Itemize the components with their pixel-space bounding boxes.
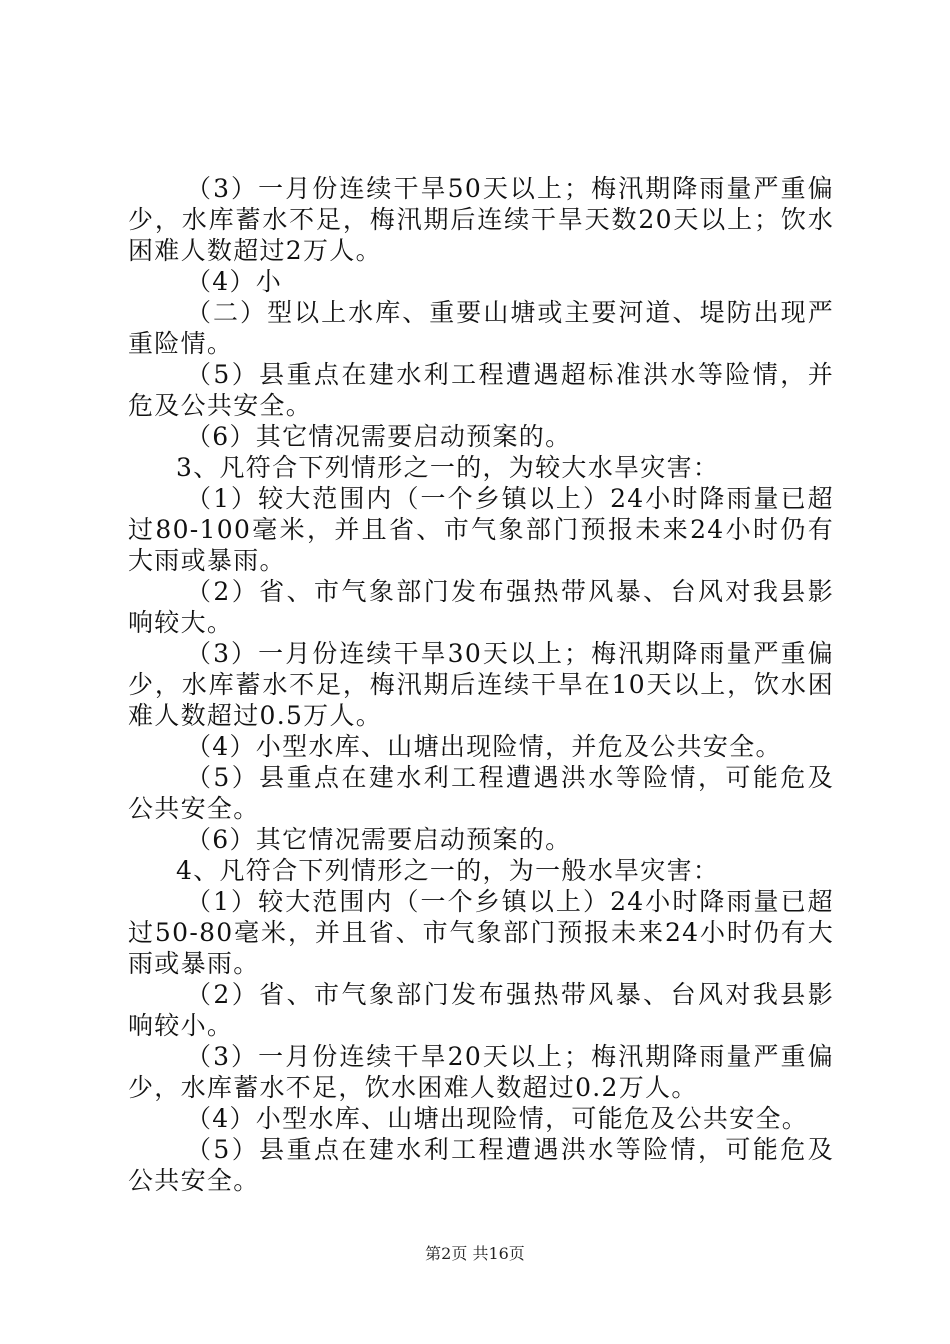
paragraph: （5）县重点在建水利工程遭遇洪水等险情，可能危及公共安全。 — [128, 1135, 834, 1195]
document-body — [128, 173, 834, 1196]
paragraph: （4）小 — [186, 267, 283, 296]
page-footer — [0, 1244, 950, 1264]
paragraph: （2）省、市气象部门发布强热带风暴、台风对我县影响较大。 — [128, 577, 834, 637]
paragraph: （3）一月份连续干旱30天以上；梅汛期降雨量严重偏少，水库蓄水不足，梅汛期后连续干旱在10天以上，饮水困难人数超过0.5万人。 — [128, 639, 834, 730]
paragraph: （5）县重点在建水利工程遭遇洪水等险情，可能危及公共安全。 — [128, 763, 834, 823]
paragraph: （4）小型水库、山塘出现险情，可能危及公共安全。 — [186, 1104, 809, 1133]
paragraph: （2）省、市气象部门发布强热带风暴、台风对我县影响较小。 — [128, 980, 834, 1040]
page-number-label: 第2页 共16页 — [425, 1244, 525, 1263]
paragraph: （1）较大范围内（一个乡镇以上）24小时降雨量已超过50-80毫米，并且省、市气象部门预报未来24小时仍有大雨或暴雨。 — [128, 887, 834, 978]
paragraph: （3）一月份连续干旱50天以上；梅汛期降雨量严重偏少，水库蓄水不足，梅汛期后连续干旱天数20天以上；饮水困难人数超过2万人。 — [128, 174, 834, 265]
paragraph: （6）其它情况需要启动预案的。 — [186, 825, 572, 854]
paragraph: （6）其它情况需要启动预案的。 — [186, 422, 572, 451]
paragraph: （二）型以上水库、重要山塘或主要河道、堤防出现严重险情。 — [128, 298, 834, 358]
section-heading: 3、凡符合下列情形之一的，为较大水旱灾害： — [176, 453, 720, 482]
paragraph: （5）县重点在建水利工程遭遇超标准洪水等险情，并危及公共安全。 — [128, 360, 834, 420]
paragraph: （1）较大范围内（一个乡镇以上）24小时降雨量已超过80-100毫米，并且省、市气象部门预报未来24小时仍有大雨或暴雨。 — [128, 484, 834, 575]
paragraph: （3）一月份连续干旱20天以上；梅汛期降雨量严重偏少，水库蓄水不足，饮水困难人数超过0.2万人。 — [128, 1042, 834, 1102]
section-heading: 4、凡符合下列情形之一的，为一般水旱灾害： — [176, 856, 720, 885]
paragraph: （4）小型水库、山塘出现险情，并危及公共安全。 — [186, 732, 782, 761]
